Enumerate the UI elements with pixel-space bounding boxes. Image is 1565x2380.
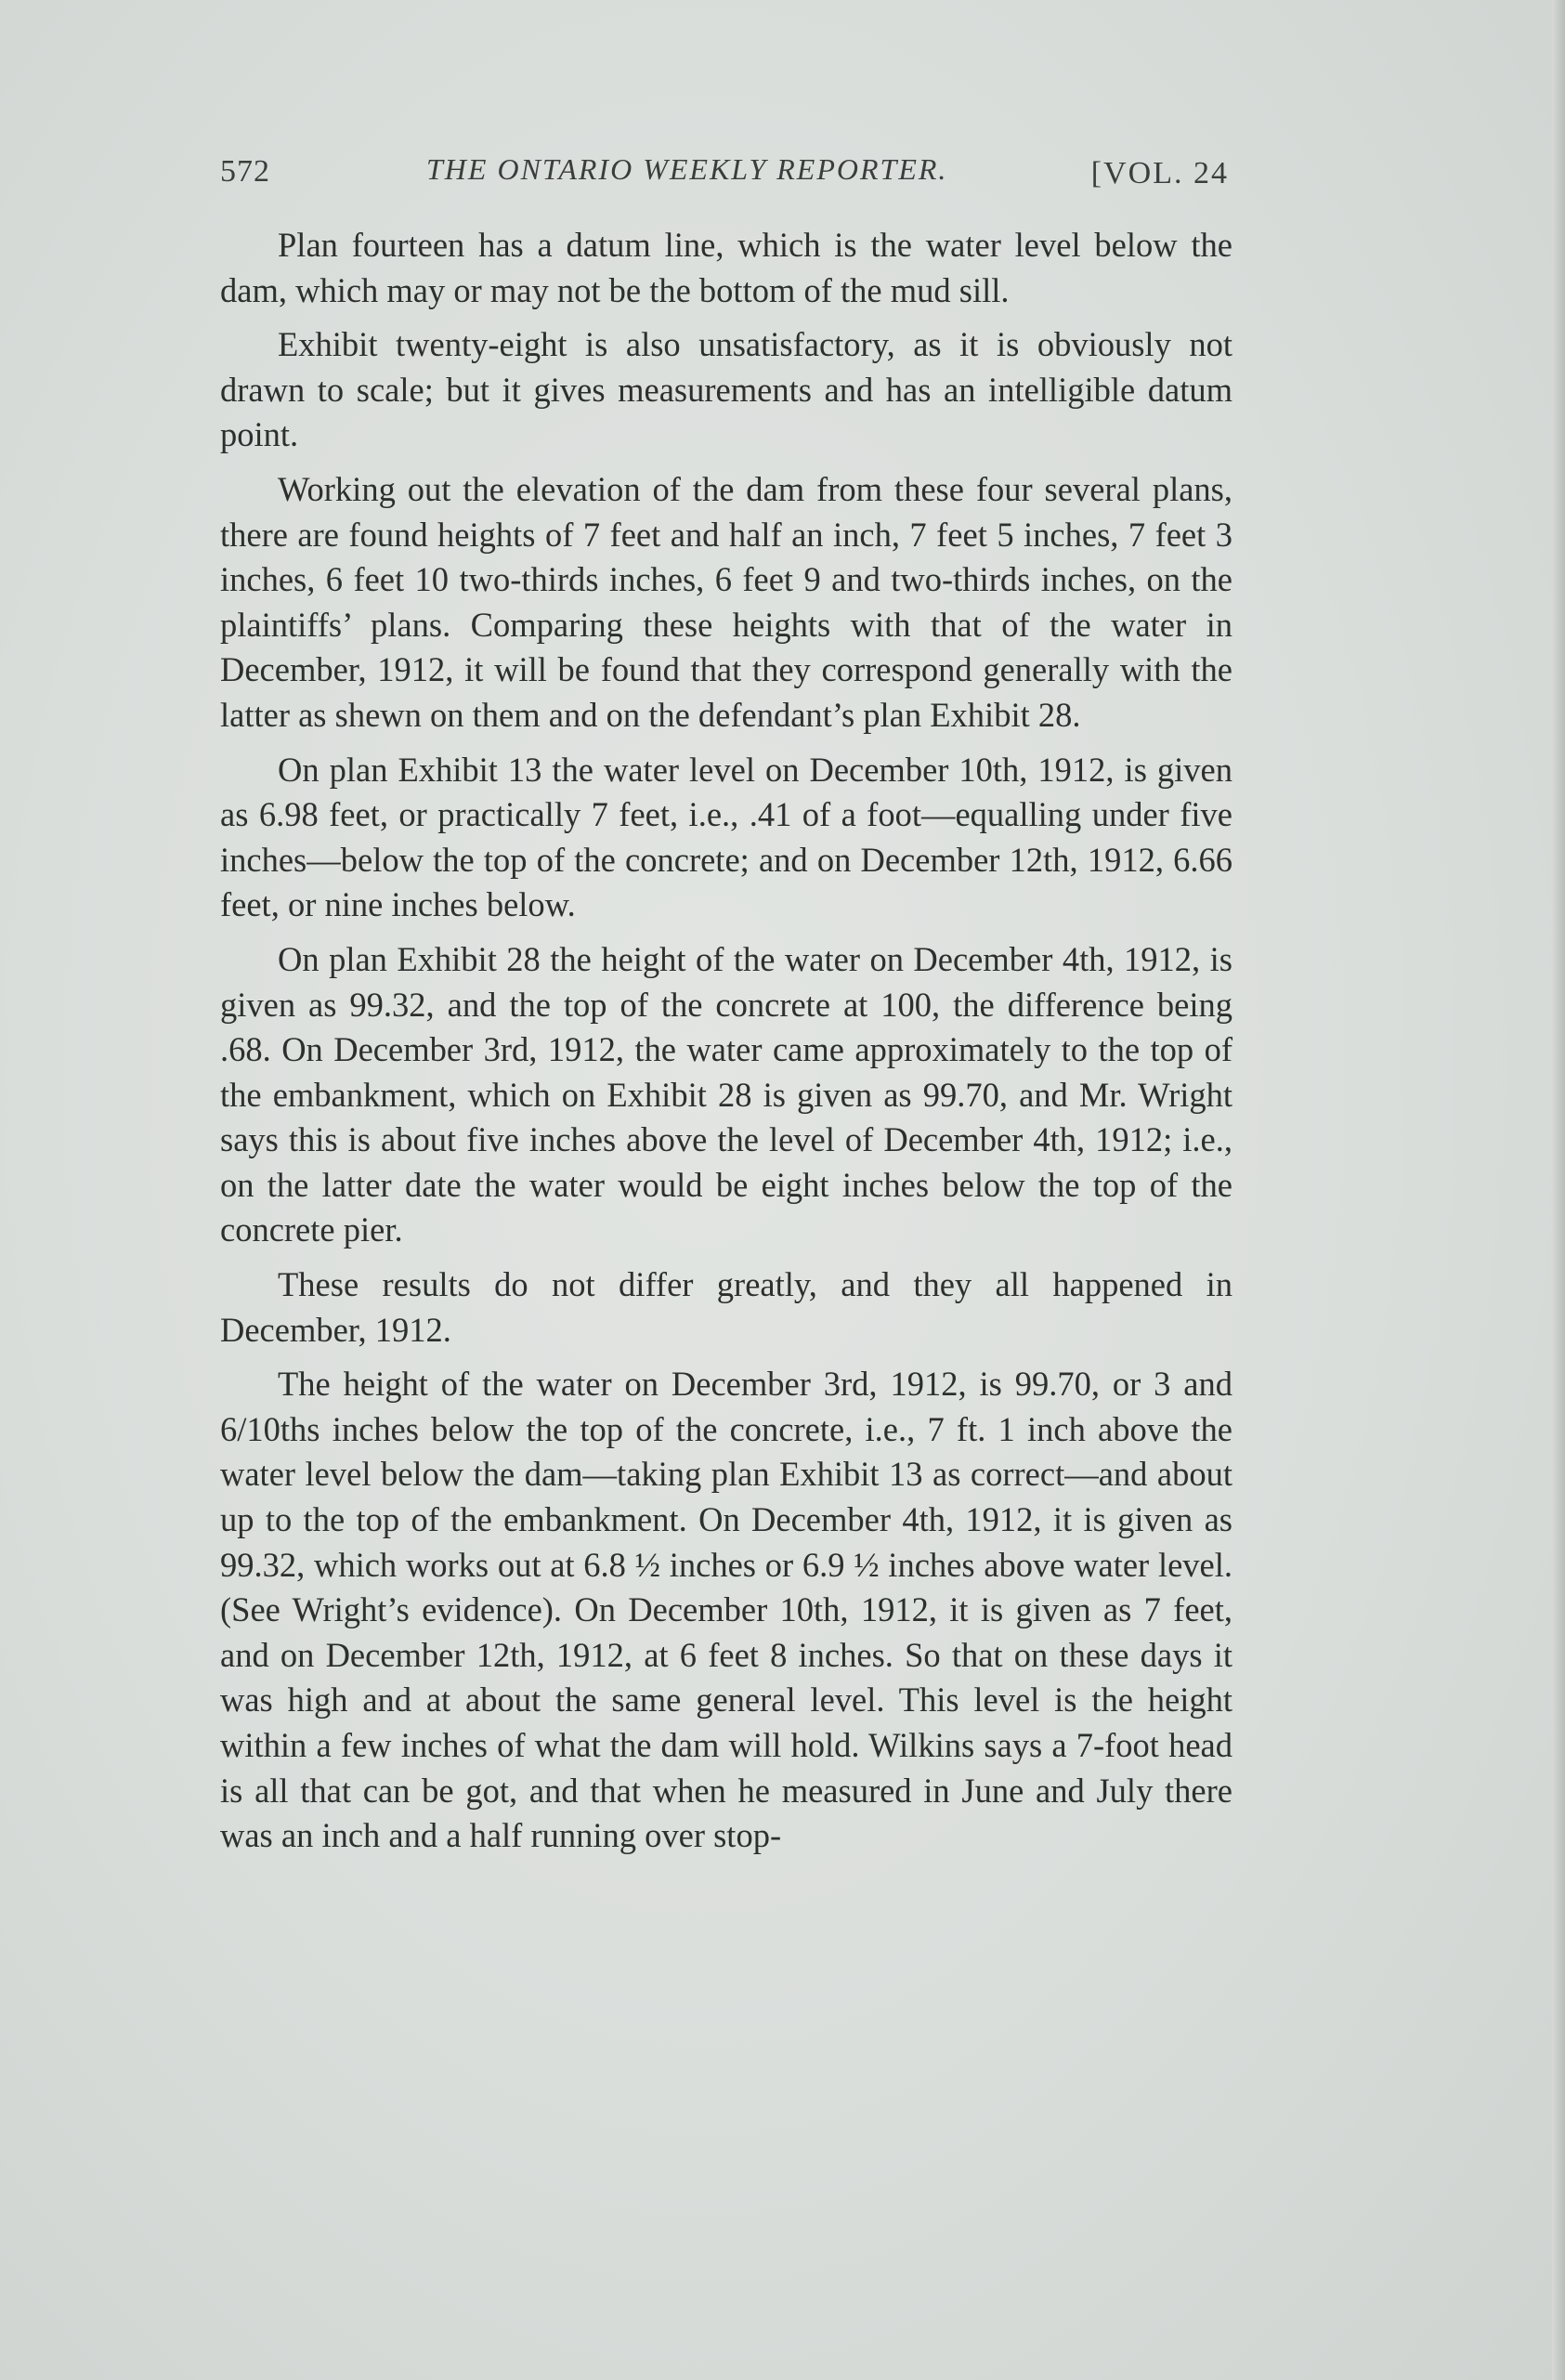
paragraph: Exhibit twenty-eight is also unsatisfactory, as it is obviously not drawn to scale; but it gives measurements and has an intelligible datum point. [220, 325, 1232, 454]
paragraph: Working out the elevation of the dam from these four several plans, there are found heights of 7 feet and half an inch, 7 feet 5 inches, 7 feet 3 inches, 6 feet 10 two-thirds inches, 6 feet 9 and two-thirds inches, on the plaintiffs’ plans. Comparing these heights with that of the water in December, 1912, it will be found that they correspond generally with the latter as shewn on them and on the defendant’s plan Exhibit 28. [220, 469, 1232, 734]
paragraph: These results do not differ greatly, and they all happened in December, 1912. [220, 1265, 1232, 1349]
paragraph: On plan Exhibit 28 the height of the water on December 4th, 1912, is given as 99.32, and the top of the concrete at 100, the difference being .68. On December 3rd, 1912, the water came approximately to the top of the embankment, which on Exhibit 28 is given as 99.70, and Mr. Wright says this is about five inches above the level of December 4th, 1912; i.e., on the latter date the water would be eight inches below the top of the concrete pier. [220, 939, 1232, 1249]
paragraph: The height of the water on December 3rd, 1912, is 99.70, or 3 and 6/10ths inches below the top of the concrete, i.e., 7 ft. 1 inch above the water level below the dam—taking plan Exhibit 13 as correct—and about up to the top of the embankment. On December 4th, 1912, it is given as 99.32, which works out at 6.8 ½ inches or 6.9 ½ inches above water level. (See Wright’s evidence). On December 10th, 1912, it is given as 7 feet, and on December 12th, 1912, at 6 feet 8 inches. So that on these days it was high and at about the same general level. This level is the height within a few inches of what the dam will hold. Wilkins says a 7-foot head is all that can be got, and that when he measured in June and July there was an inch and a half running over stop- [220, 1365, 1232, 1855]
volume-label: [VOL. 24 [1090, 156, 1229, 190]
page-header [220, 149, 1242, 204]
paragraph: On plan Exhibit 13 the water level on December 10th, 1912, is given as 6.98 feet, or practically 7 feet, i.e., .41 of a foot—equalling under five inches—below the top of the concrete; and on December 12th, 1912, 6.66 feet, or nine inches below. [220, 750, 1232, 924]
body-text [220, 223, 1232, 1868]
paragraph: Plan fourteen has a datum line, which is the water level below the dam, which may or may not be the bottom of the mud sill. [220, 226, 1232, 309]
page-edge [1552, 0, 1565, 2380]
page-number: 572 [220, 154, 270, 189]
running-title: THE ONTARIO WEEKLY REPORTER. [426, 152, 948, 186]
